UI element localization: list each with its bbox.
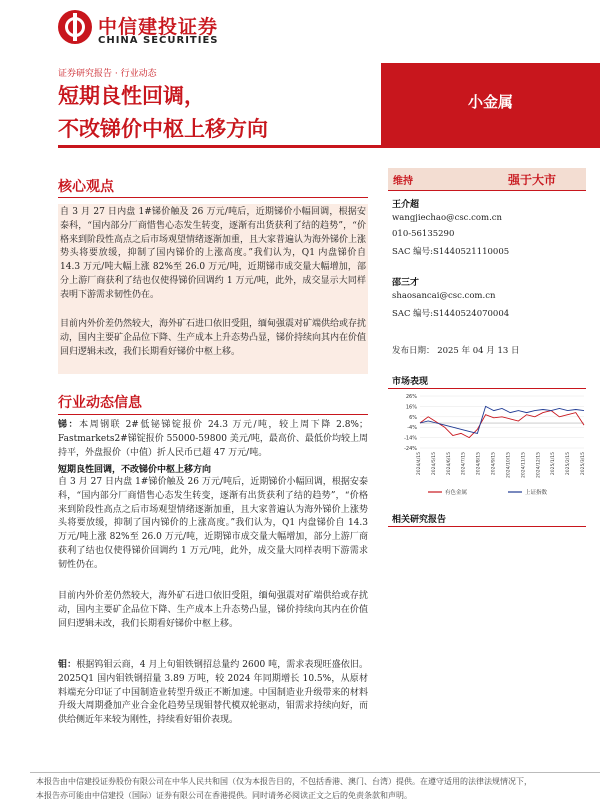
x-tick-label: 2024/9/15 <box>491 452 497 476</box>
industry-subheading: 短期良性回调，不改锑价中枢上移方向 <box>58 465 212 475</box>
industry-divider <box>58 414 368 415</box>
antimony-text: 本周钢联 2#低铋锑锭报价 24.3 万元/吨，较上周下降 2.8%；Fastmarkets2#锑锭报价 55000-59800 美元/吨，最高价、最低价均较上周持平，外盘报价（中值）折人民币已超 47 万元/吨。 <box>58 420 368 458</box>
industry-heading: 行业动态信息 <box>58 395 142 411</box>
industry-paragraph-1 <box>58 419 368 460</box>
title-divider <box>58 145 381 148</box>
x-tick-label: 2024/4/15 <box>417 452 422 476</box>
x-tick-label: 2025/3/15 <box>581 452 586 476</box>
legend-label: 上证指数 <box>525 490 548 496</box>
logo-text-en: CHINA SECURITIES <box>98 35 219 46</box>
sector-banner: 小金属 <box>381 63 600 148</box>
disclaimer-line-2: 本报告亦可能由中信建投（国际）证券有限公司在香港提供。同时请务必阅读正文之后的免责条款和声明。 <box>36 791 412 800</box>
report-title-line1: 短期良性回调， <box>58 84 205 108</box>
x-tick-label: 2024/6/15 <box>446 452 452 476</box>
publish-date: 发布日期： 2025 年 04 月 13 日 <box>392 346 520 356</box>
y-tick-label: 16% <box>405 404 417 411</box>
chart-y-ticks <box>404 394 417 452</box>
molybdenum-text: 根据钨钼云商，4 月上旬钼铁钢招总量约 2600 吨，需求表现旺盛依旧。2025Q1 国内钼铁钢招量 3.89 万吨，较 2024 年同期增长 10.5%，从原材料端充分印证了中国制造业转型升级正不断加速。中国制造业升级带来的材料升级大周期叠加产业合金化趋势呈现钼替代模双轮驱动，钼需求持续向好，而供给侧近年来较为刚性，持续看好钼价表现。 <box>58 660 368 726</box>
analyst-1-phone: 010-56135290 <box>392 229 455 239</box>
x-tick-label: 2024/5/15 <box>431 452 437 476</box>
x-tick-label: 2025/1/15 <box>551 452 557 476</box>
market-performance-chart <box>388 390 588 502</box>
analyst-2-sac: SAC 编号:S1440524070004 <box>392 309 510 319</box>
series-line-有色金属 <box>420 411 584 438</box>
y-tick-label: -4% <box>407 425 417 432</box>
analyst-1-email[interactable]: wangjiechao@csc.com.cn <box>392 213 503 223</box>
y-tick-label: -24% <box>404 446 417 452</box>
industry-paragraph-4 <box>58 659 368 728</box>
x-tick-label: 2025/2/15 <box>566 452 572 476</box>
series-line-上证指数 <box>420 406 584 433</box>
antimony-label: 锑： <box>58 420 80 430</box>
report-series: 证券研究报告 · 行业动态 <box>58 69 157 79</box>
logo-text-cn: 中信建投证券 <box>98 16 219 38</box>
rating-background <box>388 168 586 190</box>
analyst-2-name: 邵三才 <box>392 278 420 288</box>
rating-value: 强于大市 <box>508 173 557 187</box>
x-tick-label: 2024/10/15 <box>506 452 512 478</box>
analyst-2-email[interactable]: shaosancai@csc.com.cn <box>392 291 496 301</box>
x-tick-label: 2024/12/15 <box>536 452 542 478</box>
analyst-1-sac: SAC 编号:S1440521110005 <box>392 247 510 257</box>
chart-series <box>420 406 584 437</box>
analyst-1-name: 王介超 <box>392 200 420 210</box>
molybdenum-label: 钼： <box>58 660 77 670</box>
y-tick-label: -14% <box>404 435 417 442</box>
market-divider <box>388 388 586 389</box>
x-tick-label: 2024/8/15 <box>476 452 482 476</box>
related-divider <box>388 526 586 527</box>
industry-paragraph-2: 自 3 月 27 日内盘 1#锑价触及 26 万元/吨后，近期锑价小幅回调，根据安泰科，“国内部分厂商惜售心态发生转变，逐渐有出货获利了结的趋势”，“价格来到阶段性高点之后市场观望情绪逐渐加重，且大家普遍认为海外锑价上涨势头将要放缓，抑制了国内锑价的上涨高度。”我们认为，Q1 内盘锑价自 14.3 万元/吨上涨 82%至 26.0 万元/吨，近期锑市成交量大幅增加，部分上游厂商获利了结也仅使得锑价回调约 1 万元/吨，此外，成交量大同样表明下游需求韧性仍在。 <box>58 477 368 570</box>
logo-icon <box>58 10 92 44</box>
core-heading: 核心观点 <box>58 179 114 195</box>
report-title-line2: 不改锑价中枢上移方向 <box>58 117 268 141</box>
chart-grid <box>420 396 584 448</box>
legend-label: 有色金属 <box>445 490 468 496</box>
chart-x-ticks <box>416 452 586 478</box>
x-tick-label: 2024/7/15 <box>461 452 467 476</box>
disclaimer-divider <box>30 772 600 773</box>
rating-label: 维持 <box>393 176 413 187</box>
core-paragraph-1: 自 3 月 27 日内盘 1#锑价触及 26 万元/吨后，近期锑价小幅回调，根据安泰科，“国内部分厂商惜售心态发生转变，逐渐有出货获利了结的趋势”，“价格来到阶段性高点之后市场观望情绪逐渐加重，且大家普遍认为海外锑价上涨势头将要放缓，抑制了国内锑价的上涨高度。”我们认为，Q1 内盘锑价自 14.3 万元/吨大幅上涨 82%至 26.0 万元/吨，近期锑市成交量大幅增加，部分上游厂商获利了结也仅使得锑价回调约 1 万元/吨，此外，成交显示大同样表明下游需求韧性仍在。 <box>60 207 367 300</box>
rating-divider <box>388 190 586 191</box>
related-reports-title: 相关研究报告 <box>392 515 447 525</box>
y-tick-label: 6% <box>409 414 417 421</box>
disclaimer-line-1: 本报告由中信建投证券股份有限公司在中华人民共和国（仅为本报告目的，不包括香港、澳门、台湾）提供。在遵守适用的法律法规情况下， <box>36 777 532 786</box>
y-tick-label: 26% <box>405 394 417 400</box>
chart-legend <box>428 488 548 496</box>
core-divider <box>58 197 368 198</box>
industry-paragraph-3: 目前内外价差仍然较大，海外矿石进口依旧受阻，缅甸强震对矿端供给或存扰动，国内主要矿企品位下降、生产成本上升态势凸显，锑价持续向其内在价值回归逻辑未改，我们长期看好锑价中枢上移。 <box>58 591 368 629</box>
x-tick-label: 2024/11/15 <box>521 452 527 478</box>
core-paragraph-2: 目前内外价差仍然较大，海外矿石进口依旧受阻，缅甸强震对矿端供给或存扰动，国内主要矿企品位下降、生产成本上升态势凸显，锑价持续向其内在价值回归逻辑未改，我们长期看好锑价中枢上移。 <box>60 319 367 357</box>
market-performance-title: 市场表现 <box>392 377 429 387</box>
